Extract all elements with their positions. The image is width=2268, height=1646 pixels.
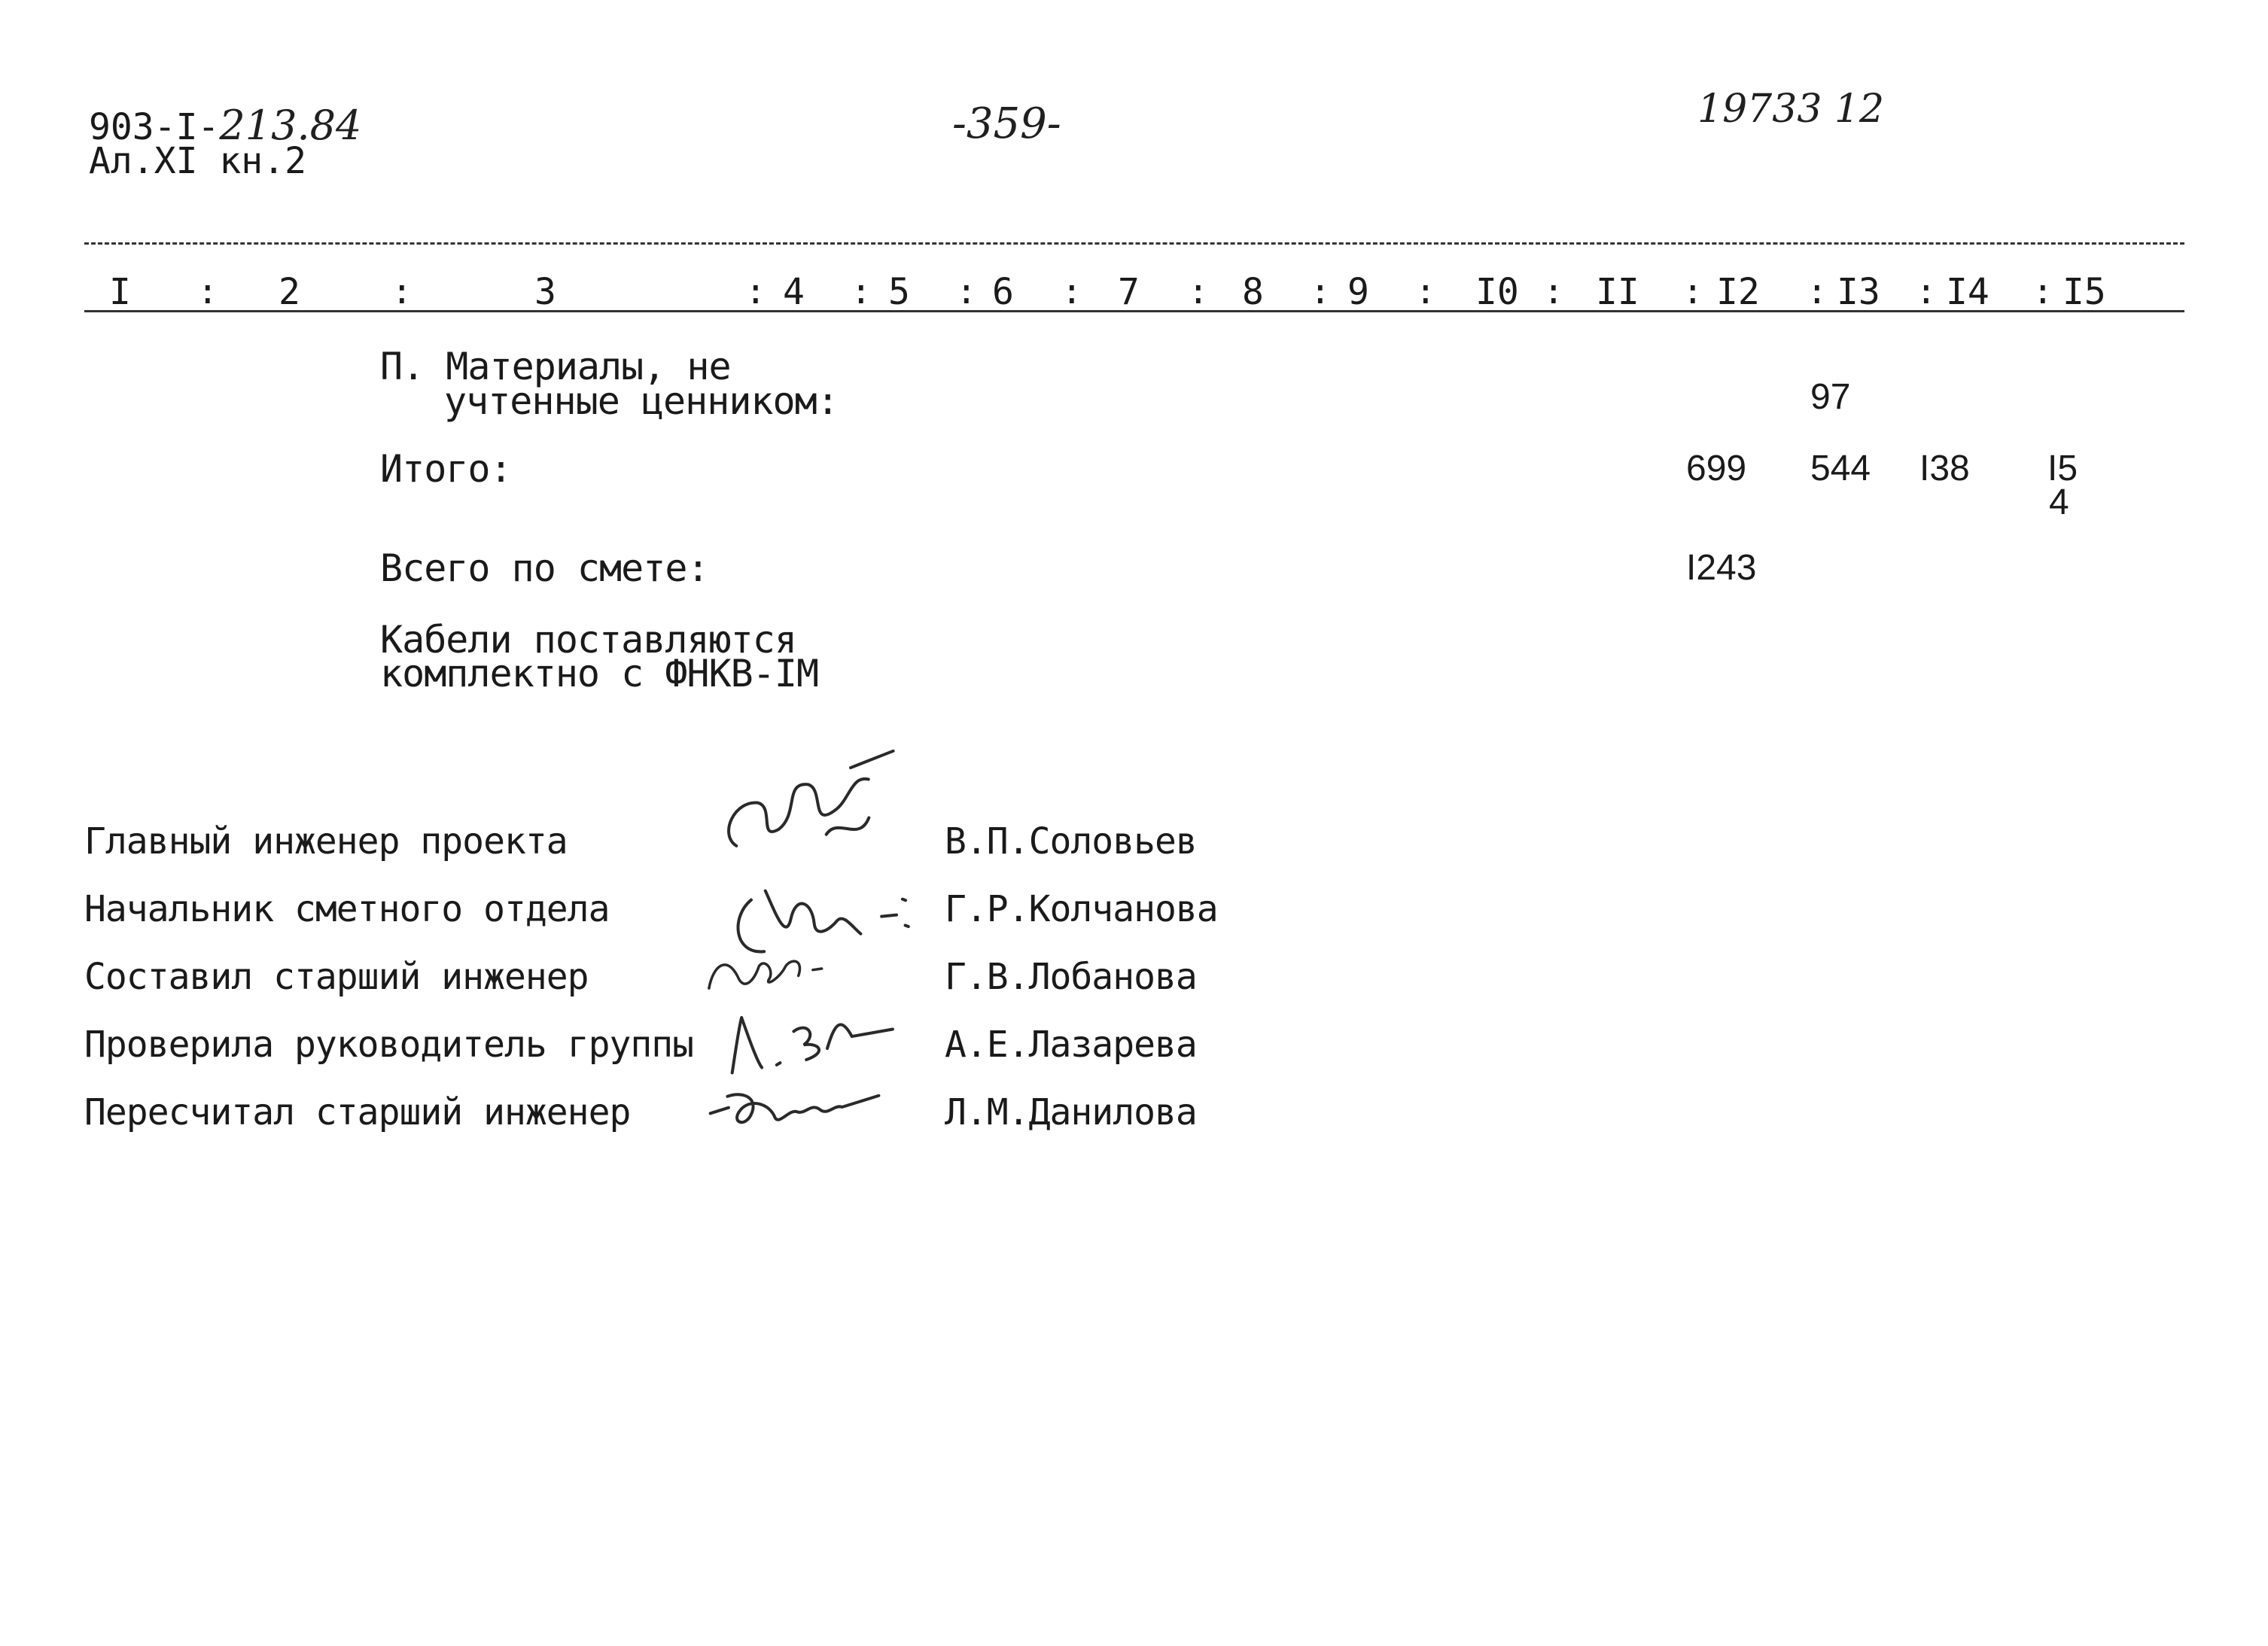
column-number: 2 — [279, 271, 300, 313]
page-number: -359- — [952, 99, 1061, 148]
column-separator: : — [391, 271, 413, 312]
document-volume: Ал.XI кн.2 — [89, 140, 306, 182]
itogo-value-col13: 544 — [1810, 449, 1871, 488]
cables-note-line2: комплектно с ФНКВ-IM — [380, 652, 819, 695]
column-number: 8 — [1242, 271, 1264, 313]
signature-name: А.Е.Лазарева — [945, 1024, 1197, 1066]
itogo-value-col12: 699 — [1686, 449, 1747, 488]
itogo-value-col15-bottom: 4 — [2049, 482, 2069, 522]
column-number: 6 — [992, 271, 1014, 313]
document-code-handwritten: 213.84 — [219, 102, 362, 149]
signature-role: Составил старший инженер — [84, 956, 589, 998]
archive-number: 19733 12 — [1697, 87, 1885, 132]
column-separator: : — [1415, 271, 1436, 312]
itogo-value-col14: I38 — [1919, 449, 1970, 488]
column-number: 3 — [534, 271, 556, 313]
column-number: I4 — [1946, 271, 1989, 313]
signature-role: Главный инженер проекта — [84, 820, 568, 863]
column-separator: : — [1061, 271, 1082, 312]
materials-value-col13: 97 — [1810, 377, 1851, 417]
column-separator: : — [1916, 271, 1937, 312]
table-header-top-rule — [84, 242, 2184, 245]
materials-label-line1: П. Материалы, не — [380, 345, 731, 388]
column-number: II — [1596, 271, 1639, 313]
itogo-label: Итого: — [380, 447, 512, 491]
signature-role: Пересчитал старший инженер — [84, 1091, 631, 1133]
column-number: I5 — [2063, 271, 2106, 313]
column-number: 5 — [888, 271, 910, 313]
column-number: I2 — [1716, 271, 1760, 313]
column-number: I3 — [1837, 271, 1880, 313]
signature-role: Начальник сметного отдела — [84, 888, 610, 930]
column-separator: : — [2032, 271, 2053, 312]
document-code-prefix: 903-I- — [89, 106, 220, 148]
column-separator: : — [745, 271, 766, 312]
table-header-bottom-rule — [84, 310, 2184, 312]
signature-role: Проверила руководитель группы — [84, 1024, 694, 1066]
itogo-value-col15-top: I5 — [2047, 449, 2078, 488]
column-separator: : — [1682, 271, 1703, 312]
cables-note-line1: Кабели поставляются — [380, 618, 796, 662]
signature-name: В.П.Соловьев — [945, 820, 1197, 863]
column-number: I0 — [1475, 271, 1519, 313]
column-number: 7 — [1118, 271, 1140, 313]
column-separator: : — [197, 271, 218, 312]
signature-name: Л.М.Данилова — [945, 1091, 1197, 1133]
column-number: I — [109, 271, 131, 313]
signature-name: Г.В.Лобанова — [945, 956, 1197, 998]
column-number: 4 — [783, 271, 805, 313]
signature-name: Г.Р.Колчанова — [945, 888, 1218, 930]
vsego-value-col12: I243 — [1686, 548, 1757, 588]
column-separator: : — [1807, 271, 1828, 312]
column-separator: : — [851, 271, 872, 312]
column-number: 9 — [1347, 271, 1369, 313]
materials-label-line2: учтенные ценником: — [444, 379, 839, 423]
column-separator: : — [1188, 271, 1209, 312]
column-separator: : — [1310, 271, 1331, 312]
column-separator: : — [956, 271, 977, 312]
column-separator: : — [1543, 271, 1564, 312]
vsego-label: Всего по смете: — [380, 546, 709, 590]
